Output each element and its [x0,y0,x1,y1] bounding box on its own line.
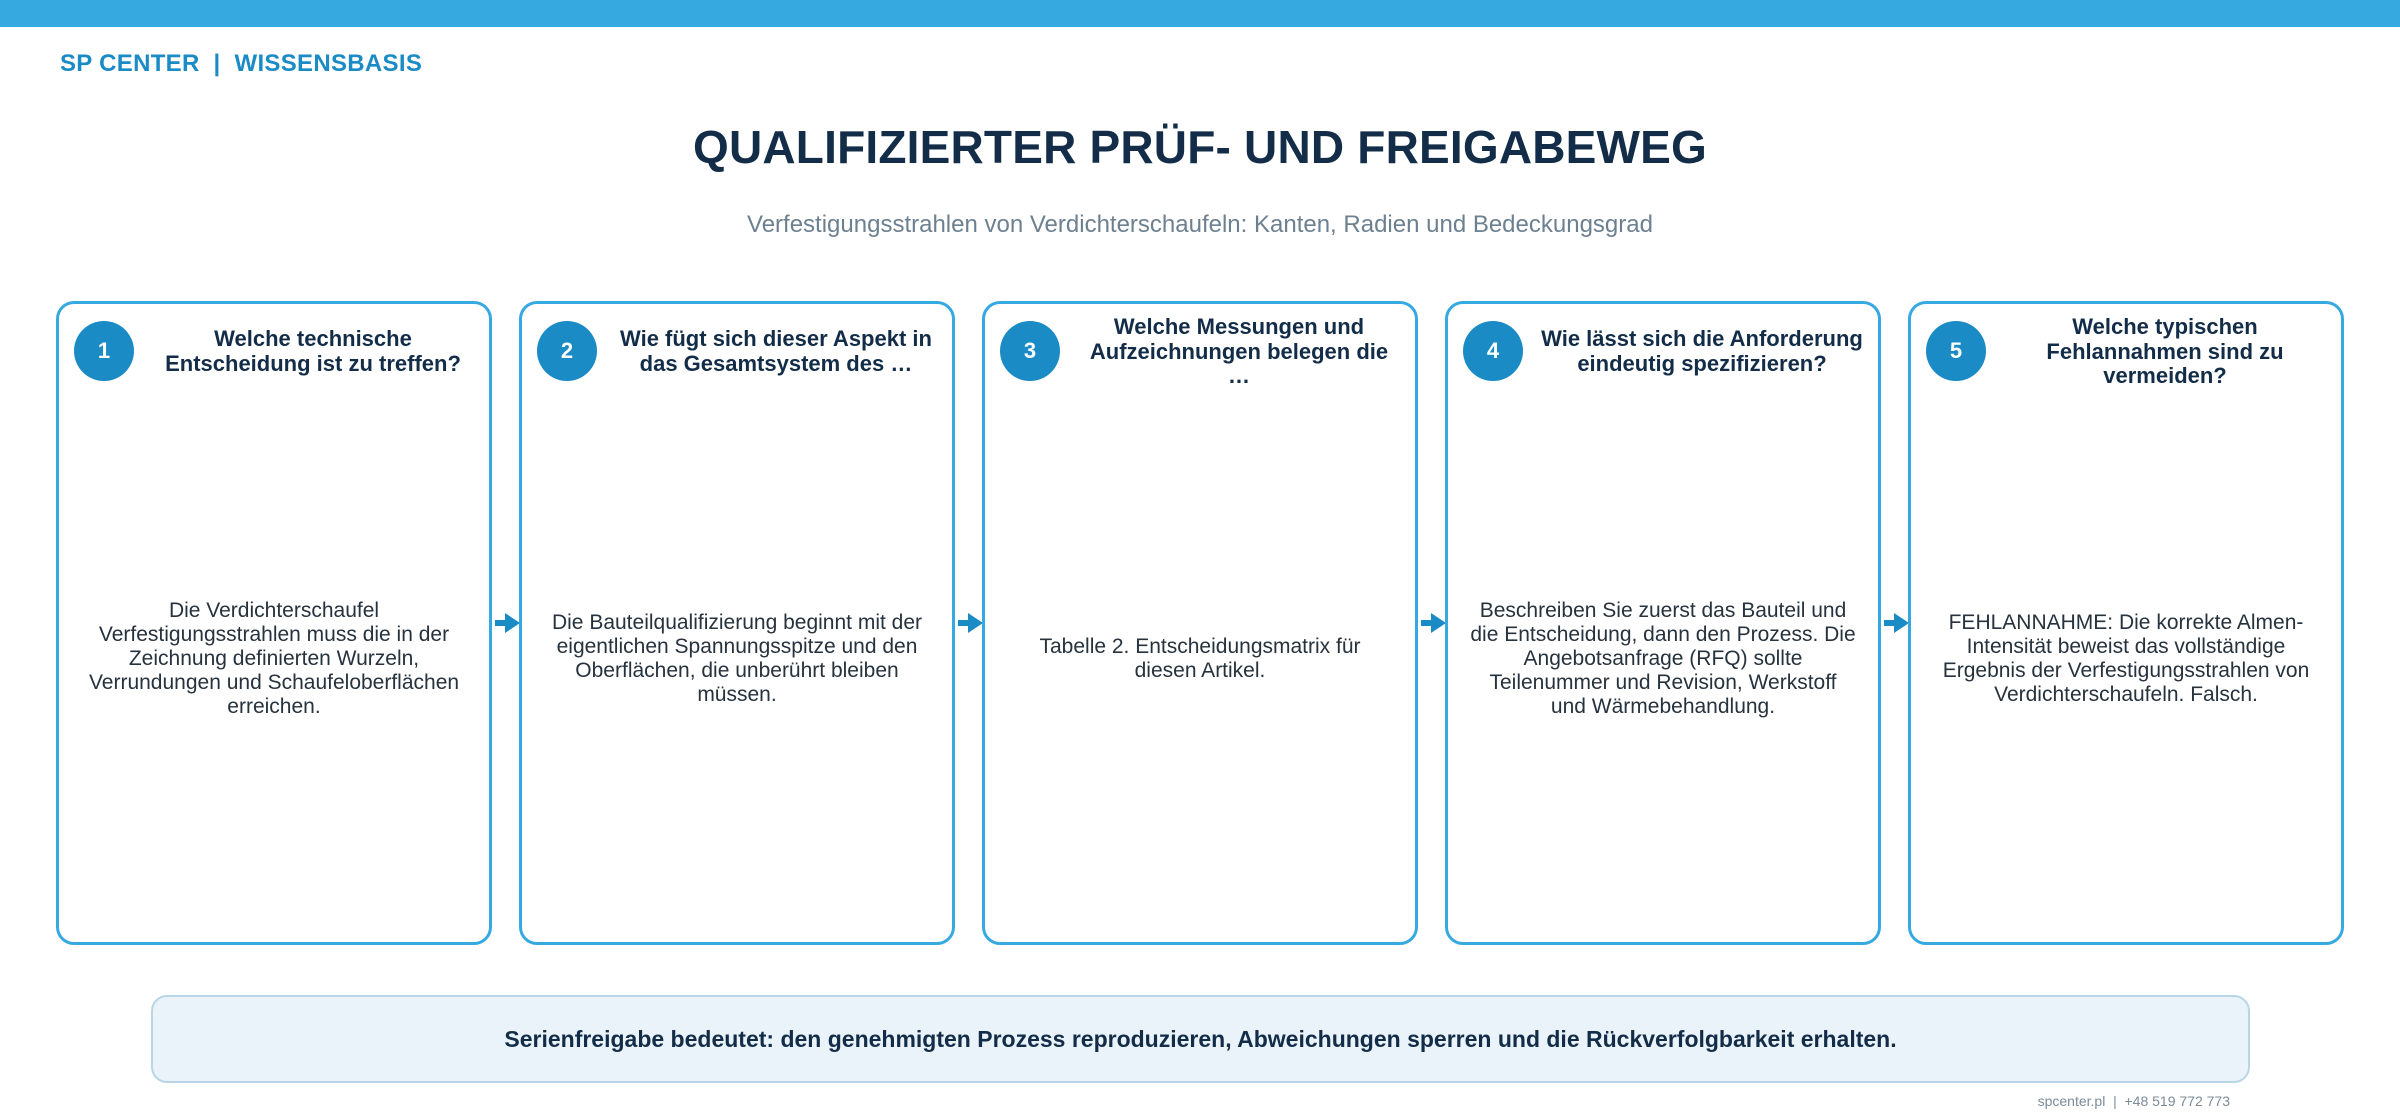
step-question: Wie lässt sich die Anforderung eindeutig spezifizieren? [1541,326,1863,376]
step-card-2 [519,301,955,945]
brand-label: SP CENTER | WISSENSBASIS [60,50,423,77]
summary-box [151,995,2250,1083]
arrow-right-icon [495,611,521,635]
step-number-badge: 5 [1926,321,1986,381]
page-title: QUALIFIZIERTER PRÜF- UND FREIGABEWEG [692,121,1708,173]
step-card-header [985,304,1415,396]
page-subtitle: Verfestigungsstrahlen von Verdichterschaufeln: Kanten, Radien und Bedeckungsgrad [747,211,1653,238]
step-description: Die Verdichterschaufel Verfestigungsstrahlen muss die in der Zeichnung definierten Wurzeln, Verrundungen und Schaufeloberflächen erreichen. [88,599,460,718]
step-card-header [59,304,489,396]
step-card-4 [1445,301,1881,945]
step-description: Tabelle 2. Entscheidungsmatrix für diesen Artikel. [1039,635,1361,682]
step-card-1 [56,301,492,945]
step-description: Die Bauteilqualifizierung beginnt mit der eigentlichen Spannungsspitze und den Oberflächen, die unberührt bleiben müssen. [551,611,923,706]
step-card-3 [982,301,1418,945]
step-card-header [1448,304,1878,396]
step-question: Wie fügt sich dieser Aspekt in das Gesamtsystem des … [620,326,932,376]
step-card-header [522,304,952,396]
summary-text: Serienfreigabe bedeutet: den genehmigten Prozess reproduzieren, Abweichungen sperren und die Rückverfolgbarkeit erhalten. [504,1025,1897,1052]
step-question: Welche Messungen und Aufzeichnungen belegen die … [1089,314,1389,389]
step-number-badge: 2 [537,321,597,381]
step-number-badge: 4 [1463,321,1523,381]
step-number-badge: 1 [74,321,134,381]
step-card-5 [1908,301,2344,945]
arrow-right-icon [1421,611,1447,635]
step-question: Welche technische Entscheidung ist zu treffen? [165,326,461,376]
top-accent-bar [0,0,2400,27]
step-description: Beschreiben Sie zuerst das Bauteil und die Entscheidung, dann den Prozess. Die Angebotsanfrage (RFQ) sollte Teilenummer und Revision, Werkstoff und Wärmebehandlung. [1470,599,1856,718]
arrow-right-icon [1884,611,1910,635]
contact-info: spcenter.pl | +48 519 772 773 [2037,1093,2230,1109]
step-number-badge: 3 [1000,321,1060,381]
arrow-right-icon [958,611,984,635]
step-question: Welche typischen Fehlannahmen sind zu vermeiden? [2046,314,2284,389]
step-card-header [1911,304,2341,396]
step-description: FEHLANNAHME: Die korrekte Almen-Intensität beweist das vollständige Ergebnis der Verfestigungsstrahlen von Verdichterschaufeln. Falsch. [1942,611,2310,706]
